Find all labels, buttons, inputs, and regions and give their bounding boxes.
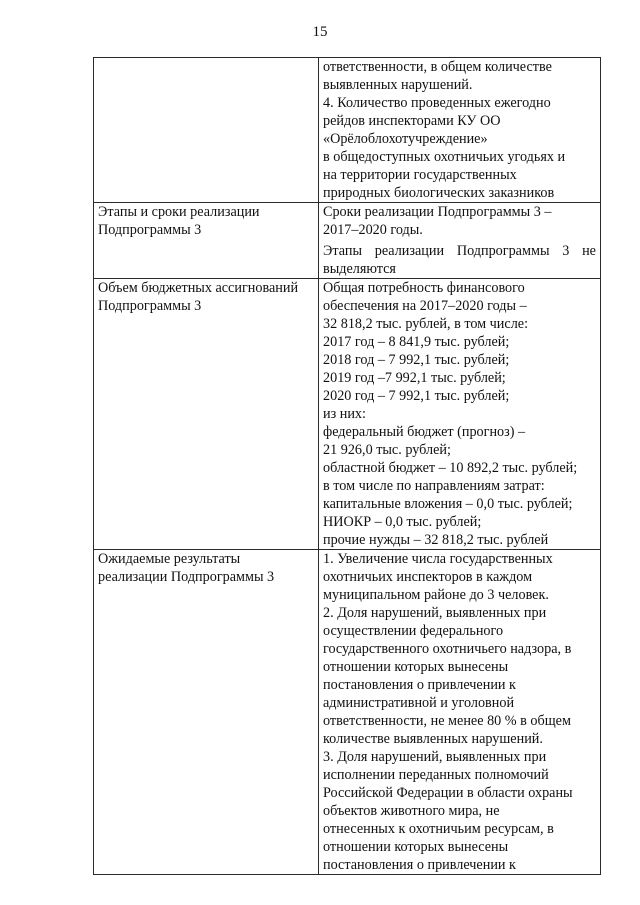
row-label-line: Этапы и сроки реализации	[98, 204, 260, 220]
text-line: обеспечения на 2017–2020 годы –	[323, 298, 527, 314]
text-line: Этапы реализации Подпрограммы 3 не	[323, 243, 596, 259]
text-line: объектов животного мира, не	[323, 803, 500, 819]
row-value-cell	[319, 58, 601, 203]
text-line: Российской Федерации в области охраны	[323, 785, 573, 801]
text-line: федеральный бюджет (прогноз) –	[323, 424, 526, 440]
text-line: отношении которых вынесены	[323, 659, 509, 675]
row-label-cell	[94, 58, 319, 203]
text-line: исполнении переданных полномочий	[323, 767, 549, 783]
text-line: осуществлении федерального	[323, 623, 504, 639]
text-line: в общедоступных охотничьих угодьях и	[323, 149, 566, 165]
row-label-line: реализации Подпрограммы 3	[98, 569, 275, 585]
text-line: отнесенных к охотничьим ресурсам, в	[323, 821, 554, 837]
row-value-cell	[319, 550, 601, 875]
table-row	[94, 203, 601, 279]
text-line: охотничьих инспекторов в каждом	[323, 569, 533, 585]
text-line: государственного охотничьего надзора, в	[323, 641, 572, 657]
table-row	[94, 58, 601, 203]
table-row	[94, 550, 601, 875]
text-line: 21 926,0 тыс. рублей;	[323, 442, 451, 458]
text-line: Общая потребность финансового	[323, 280, 525, 296]
text-line: НИОКР – 0,0 тыс. рублей;	[323, 514, 482, 530]
row-label-cell	[94, 203, 319, 279]
table-row	[94, 279, 601, 550]
text-line: количестве выявленных нарушений.	[323, 731, 543, 747]
page-number: 15	[312, 24, 328, 40]
row-label-line: Ожидаемые результаты	[98, 551, 241, 567]
row-label-line: Подпрограммы 3	[98, 298, 202, 314]
text-line: 1. Увеличение числа государственных	[323, 551, 553, 567]
text-line: ответственности, не менее 80 % в общем	[323, 713, 571, 729]
row-value-cell	[319, 203, 601, 279]
text-line: 3. Доля нарушений, выявленных при	[323, 749, 547, 765]
text-line: 2018 год – 7 992,1 тыс. рублей;	[323, 352, 510, 368]
row-label-line: Объем бюджетных ассигнований	[98, 280, 299, 296]
text-line: постановления о привлечении к	[323, 677, 516, 693]
text-line: выделяются	[323, 261, 396, 277]
text-line: постановления о привлечении к	[323, 857, 516, 873]
row-value-cell	[319, 279, 601, 550]
text-line: природных биологических заказников	[323, 185, 555, 201]
text-line: 2020 год – 7 992,1 тыс. рублей;	[323, 388, 510, 404]
row-label-line: Подпрограммы 3	[98, 222, 202, 238]
passport-table	[93, 57, 601, 875]
text-line: областной бюджет – 10 892,2 тыс. рублей;	[323, 460, 578, 476]
row-label-cell	[94, 550, 319, 875]
text-line: прочие нужды – 32 818,2 тыс. рублей	[323, 532, 549, 548]
text-line: муниципальном районе до 3 человек.	[323, 587, 549, 603]
text-line: ответственности, в общем количестве	[323, 59, 552, 75]
text-line: выявленных нарушений.	[323, 77, 473, 93]
text-line: рейдов инспекторами КУ ОО	[323, 113, 501, 129]
row-label-cell	[94, 279, 319, 550]
text-line: из них:	[323, 406, 366, 422]
text-line: капитальные вложения – 0,0 тыс. рублей;	[323, 496, 573, 512]
text-line: 2017 год – 8 841,9 тыс. рублей;	[323, 334, 510, 350]
text-line: в том числе по направлениям затрат:	[323, 478, 545, 494]
text-line: 2017–2020 годы.	[323, 222, 423, 238]
text-line: административной и уголовной	[323, 695, 515, 711]
text-line: Сроки реализации Подпрограммы 3 –	[323, 204, 552, 220]
text-line: отношении которых вынесены	[323, 839, 509, 855]
text-line: 2. Доля нарушений, выявленных при	[323, 605, 547, 621]
text-line: 4. Количество проведенных ежегодно	[323, 95, 551, 111]
text-line: 32 818,2 тыс. рублей, в том числе:	[323, 316, 529, 332]
text-line: на территории государственных	[323, 167, 517, 183]
text-line: 2019 год –7 992,1 тыс. рублей;	[323, 370, 506, 386]
text-line: «Орёлоблохотучреждение»	[323, 131, 488, 147]
